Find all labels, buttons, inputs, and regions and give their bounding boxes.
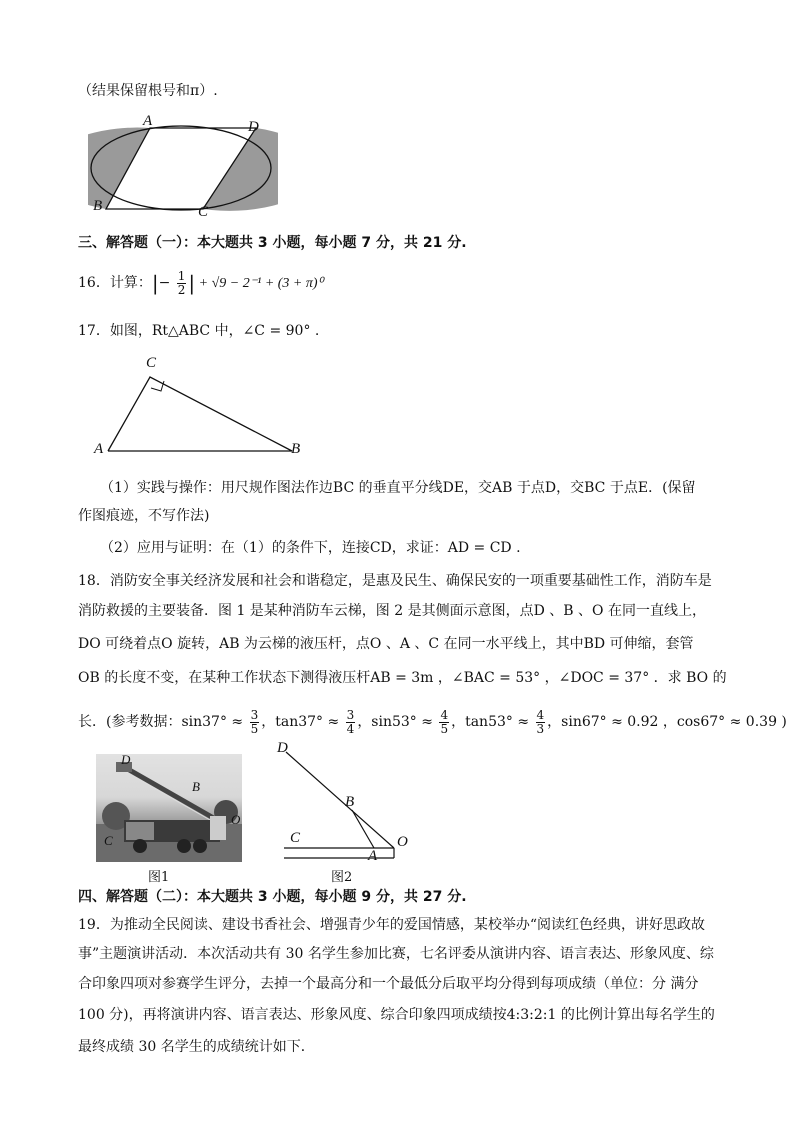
fig2-label-C: C: [290, 830, 301, 846]
question-17-intro: 17．如图，Rt△ABC 中，∠C = 90° .: [78, 323, 320, 339]
question-16: 16．计算：|− $\frac{1}{2}$ | + √9 − 2⁻¹ + (3 + π)⁰: [78, 268, 324, 297]
fig2-label-B: B: [345, 794, 355, 810]
frac-den: 5: [440, 721, 449, 736]
frac-num: 4: [536, 707, 545, 722]
frac-den: 4: [346, 721, 355, 736]
label-C: C: [198, 204, 209, 220]
label-B: B: [291, 441, 301, 457]
q17-part2: （2）应用与证明：在（1）的条件下，连接CD，求证：AD = CD .: [100, 540, 521, 556]
fig2-label-O: O: [397, 834, 408, 850]
frac-num: 4: [440, 707, 449, 722]
frac-num: 3: [250, 707, 259, 722]
q16-frac-num: 1: [177, 268, 186, 283]
frac-4-3: [536, 709, 546, 736]
section-4-heading: 四、解答题（二）：本大题共 3 小题，每小题 9 分，共 27 分.: [78, 889, 467, 905]
photo-label-O: O: [231, 812, 241, 827]
result-note: （结果保留根号和π）.: [78, 83, 218, 99]
q19-line3: 合印象四项对参赛学生评分，去掉一个最高分和一个最低分后取平均分得到每项成绩（单位：分 满分: [78, 976, 699, 992]
q18-line1: 18．消防安全事关经济发展和社会和谐稳定，是惠及民生、确保民安的一项重要基础性工作，消防车是: [78, 573, 712, 589]
q18-ref-67: ，sin67° ≈ 0.92 ，cos67° ≈ 0.39 ): [547, 714, 787, 730]
photo-label-D: D: [121, 752, 131, 767]
photo-label-B: B: [192, 779, 200, 794]
frac-den: 3: [536, 721, 545, 736]
q19-line4: 100 分)，再将演讲内容、语言表达、形象风度、综合印象四项成绩按4:3:2:1 的比例计算出每名学生的: [78, 1007, 715, 1023]
q19-line5: 最终成绩 30 名学生的成绩统计如下．: [78, 1039, 315, 1055]
q18-ref-tan53: ，tan53° ≈: [451, 714, 534, 730]
label-C: C: [146, 355, 157, 371]
q18-ref-sin53: ，sin53° ≈: [357, 714, 438, 730]
q17-part1-line2: 作图痕迹，不写作法): [78, 508, 210, 524]
q18-line4: OB 的长度不变，在某种工作状态下测得液压杆AB = 3m ，∠BAC = 53° ，∠DOC = 37° ．求 BO 的: [78, 670, 727, 686]
caption-figure-1: 图1: [148, 870, 170, 885]
q19-line1: 19．为推动全民阅读、建设书香社会、增强青少年的爱国情感，某校举办“阅读红色经典，讲好思政故: [78, 917, 705, 933]
frac-4-5: [439, 709, 449, 736]
q18-line5: [78, 704, 787, 740]
fig2-label-A: A: [368, 848, 378, 864]
q18-line2: 消防救援的主要装备．图 1 是某种消防车云梯，图 2 是其侧面示意图，点D 、B 、O 在同一直线上，: [78, 603, 706, 619]
frac-3-4: [346, 709, 356, 736]
label-A: A: [94, 441, 104, 457]
fire-truck-illustration: [96, 754, 242, 862]
q16-frac-den: 2: [177, 282, 186, 297]
frac-den: 5: [250, 721, 259, 736]
q16-fraction: [177, 270, 187, 297]
fig2-label-D: D: [277, 740, 288, 756]
caption-figure-2: 图2: [331, 870, 353, 885]
photo-label-C: C: [104, 833, 113, 848]
q18-ref-tan37: ，tan37° ≈: [261, 714, 344, 730]
q16-label: 16．计算：: [78, 275, 152, 291]
label-B: B: [93, 198, 103, 214]
figure-right-triangle: [100, 360, 300, 456]
frac-3-5: [250, 709, 260, 736]
q16-expression: + √9 − 2⁻¹ + (3 + π)⁰: [195, 276, 324, 291]
q18-ref-sin37: 长．(参考数据：sin37° ≈: [78, 714, 248, 730]
label-A: A: [143, 113, 153, 129]
q19-line2: 事”主题演讲活动．本次活动共有 30 名学生参加比赛，七名评委从演讲内容、语言表达、形象风度、综: [78, 946, 714, 962]
frac-num: 3: [346, 707, 355, 722]
fire-truck-photo: [96, 754, 242, 862]
q17-part1-line1: （1）实践与操作：用尺规作图法作边BC 的垂直平分线DE，交AB 于点D，交BC 于点E．(保留: [100, 480, 696, 496]
label-D: D: [248, 119, 259, 135]
q18-line3: DO 可绕着点O 旋转，AB 为云梯的液压杆，点O 、A 、C 在同一水平线上，其中BD 可伸缩，套管: [78, 636, 694, 652]
q16-minus: −: [158, 275, 175, 291]
section-3-heading: 三、解答题（一）：本大题共 3 小题，每小题 7 分，共 21 分.: [78, 235, 467, 251]
